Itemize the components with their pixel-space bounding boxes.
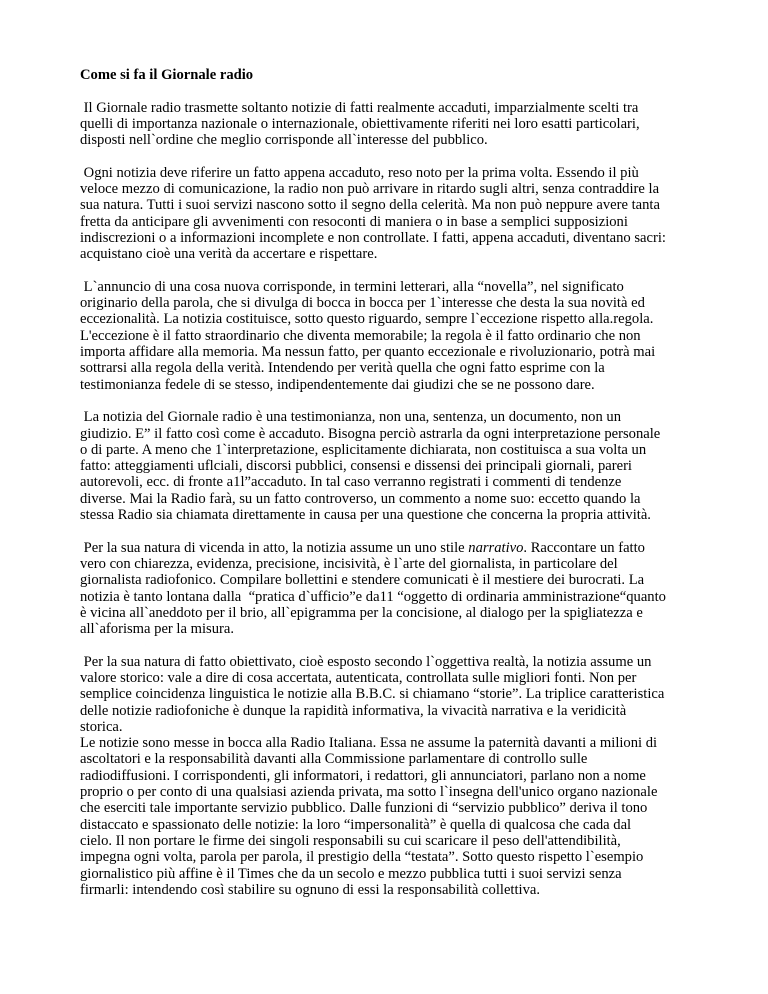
text-line: vero con chiarezza, evidenza, precisione, incisività, è l`arte del giornalista, in particolare del xyxy=(80,555,618,572)
text-line: eccezionalità. La notizia costituisce, sotto questo riguardo, sempre l`eccezione rispetto alla.regola. xyxy=(80,311,654,328)
text-line: proprio o per conto di una qualsiasi azienda privata, ma sotto l`insegna dell'unico organo nazionale xyxy=(80,784,658,801)
text-line: importa affidare alla memoria. Ma nessun fatto, per quanto eccezionale e rivoluzionario, potrà mai xyxy=(80,344,656,361)
text-line: giudizio. E” il fatto così come è accaduto. Bisogna perciò astrarla da ogni interpretazione personale xyxy=(80,425,661,442)
text-line: distaccato e spassionato delle notizie: la loro “impersonalità” è quella di qualcosa che cada dal xyxy=(80,816,632,833)
text-line: L'eccezione è il fatto straordinario che diventa memorabile; la regola è il fatto ordinario che non xyxy=(80,327,641,344)
text-line: che eserciti tale importante servizio pubblico. Dalle funzioni di “servizio pubblico” deriva il tono xyxy=(80,800,648,817)
text-line: disposti nell`ordine che meglio corrisponde all`interesse del pubblico. xyxy=(80,132,488,149)
text-line: acquistano cioè una verità da accertare e rispettare. xyxy=(80,246,378,263)
text-line: firmarli: intendendo così stabilire su ognuno di essi la responsabilità collettiva. xyxy=(80,881,541,898)
paragraph xyxy=(80,279,720,393)
text-line xyxy=(80,540,720,556)
document-body xyxy=(80,100,720,899)
text-line: semplice coincidenza linguistica le notizie alla B.B.C. si chiamano “storie”. La triplice caratteristica xyxy=(80,686,665,703)
text-line: fatto: atteggiamenti uflciali, discorsi pubblici, consensi e dissensi dei principali giornali, pareri xyxy=(80,458,632,475)
text-line: stessa Radio sia chiamata direttamente in causa per una questione che concerna la propria attività. xyxy=(80,507,651,524)
text-line: all`aforisma per la misura. xyxy=(80,621,234,638)
paragraph xyxy=(80,100,720,149)
document-page xyxy=(80,67,720,898)
text-line: Ogni notizia deve riferire un fatto appena accaduto, reso noto per la prima volta. Essendo il più xyxy=(80,164,639,181)
text-line: cielo. Il non portare le firme dei singoli responsabili su cui scaricare il peso dell'attendibilità, xyxy=(80,832,621,849)
text-line: radiodiffusioni. I corrispondenti, gli informatori, i redattori, gli annunciatori, parlano non a nome xyxy=(80,767,646,784)
text-line: valore storico: vale a dire di cosa accertata, autenticata, controllata sulle migliori fonti. Non per xyxy=(80,669,637,686)
text-line: è vicina all`aneddoto per il brio, all`epigramma per la concisione, al dialogo per la spigliatezza e xyxy=(80,604,643,621)
text-line: La notizia del Giornale radio è una testimonianza, non una, sentenza, un documento, non un xyxy=(80,409,622,426)
text-line: Il Giornale radio trasmette soltanto notizie di fatti realmente accaduti, imparzialmente scelti tra xyxy=(80,99,639,116)
text-line: sua natura. Tutti i suoi servizi nascono sotto il segno della celerità. Ma non può neppure avere tanta xyxy=(80,197,660,214)
text-line: L`annuncio di una cosa nuova corrisponde, in termini letterari, alla “novella”, nel significato xyxy=(80,278,624,295)
text-line: o di parte. A meno che 1`interpretazione, esplicitamente dichiarata, non costituisca a sua volta un xyxy=(80,441,647,458)
text-line: Per la sua natura di fatto obiettivato, cioè esposto secondo l`oggettiva realtà, la notizia assume un xyxy=(80,653,652,670)
italic-text: narrativo xyxy=(468,539,524,556)
text-line: originario della parola, che si divulga di bocca in bocca per 1`interesse che desta la sua novità ed xyxy=(80,295,645,312)
text-segment: . Raccontare un fatto xyxy=(523,539,645,556)
text-line: testimonianza fedele di se stesso, indipendentemente dai giudizi che se ne possono dare. xyxy=(80,376,595,393)
text-line: fretta da anticipare gli avvenimenti con resoconti di maniera o in base a semplici supposizioni xyxy=(80,213,628,230)
paragraph xyxy=(80,165,720,263)
text-line: Le notizie sono messe in bocca alla Radio Italiana. Essa ne assume la paternità davanti a milioni di xyxy=(80,735,658,752)
text-line: ascoltatori e la responsabilità davanti alla Commissione parlamentare di controllo sulle xyxy=(80,751,588,768)
paragraph xyxy=(80,540,720,638)
text-line: quelli di importanza nazionale o internazionale, obiettivamente riferiti nei loro esatti particolari, xyxy=(80,115,640,132)
text-line: impegna ogni volta, parola per parola, il prestigio della “testata”. Sotto questo rispetto l`esempio xyxy=(80,849,644,866)
text-line: giornalistico più affine è il Times che da un secolo e mezzo pubblica tutti i suoi servizi senza xyxy=(80,865,622,882)
text-line: veloce mezzo di comunicazione, la radio non può arrivare in ritardo sugli altri, senza contraddire la xyxy=(80,181,660,198)
paragraph xyxy=(80,409,720,523)
text-line: giornalista radiofonico. Compilare bollettini e stendere comunicati è il mestiere dei burocrati. La xyxy=(80,572,645,589)
text-line: diverse. Mai la Radio farà, su un fatto controverso, un commento a nome suo: eccetto quando la xyxy=(80,490,641,507)
text-line: indiscrezioni o a informazioni incomplete e non controllate. I fatti, appena accaduti, diventano sacri: xyxy=(80,229,666,246)
text-line: storica. xyxy=(80,718,123,735)
text-segment: Per la sua natura di vicenda in atto, la notizia assume un uno stile xyxy=(80,539,469,556)
text-line: sottrarsi alla regola della verità. Intendendo per verità quella che ogni fatto esprime con la xyxy=(80,360,605,377)
text-line: delle notizie radiofoniche è dunque la rapidità informativa, la vivacità narrativa e la veridicità xyxy=(80,702,627,719)
text-line: autorevoli, ecc. di fronte a1l”accaduto. In tal caso verranno registrati i commenti di tendenze xyxy=(80,474,622,491)
document-title: Come si fa il Giornale radio xyxy=(80,67,254,83)
paragraph xyxy=(80,654,720,898)
text-line: notizia è tanto lontana dalla “pratica d`ufficio”e da11 “oggetto di ordinaria amministrazione“quanto xyxy=(80,588,666,605)
